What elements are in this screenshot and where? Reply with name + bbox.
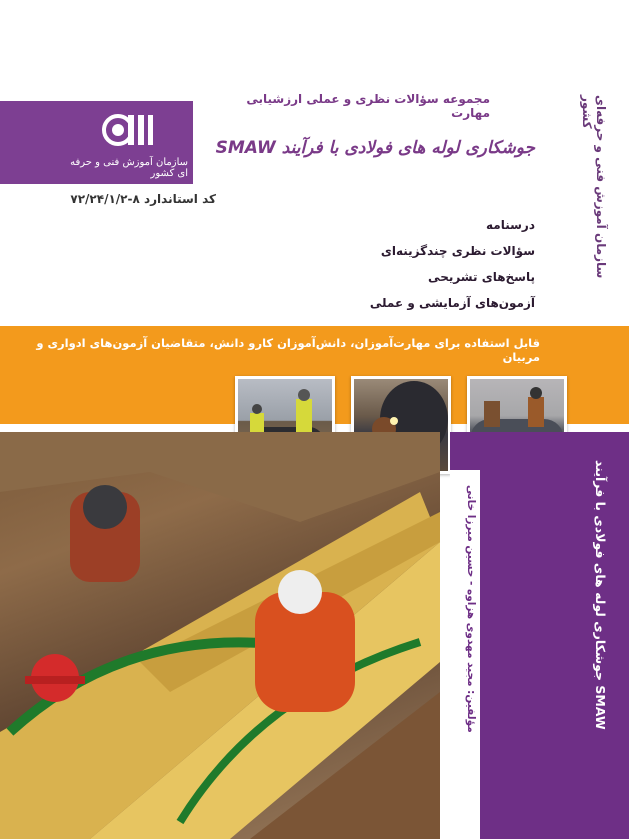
organization-logo-icon <box>98 109 154 151</box>
contents-heading: درسنامه <box>486 218 535 232</box>
side-organization: سازمان آموزش فنی و حرفه‌ای کشور <box>580 95 608 279</box>
spine-title: جوشکاری لوله های فولادی با فرآیند SMAW <box>593 460 608 730</box>
logo-org-text: سازمان آموزش فنی و حرفه ای کشور <box>70 157 188 179</box>
contents-item: سؤالات نظری چندگزینه‌ای <box>380 244 535 258</box>
book-title: جوشکاری لوله های فولادی با فرآیند SMAW <box>215 138 535 158</box>
audience-text: قابل استفاده برای مهارت‌آموزان، دانش‌آموزان کارو دانش، متقاضیان آزمون‌های ادواری و مربیان <box>36 336 540 364</box>
standard-code: کد استاندارد ۸-۷۲/۲۴/۱/۲ <box>70 192 216 206</box>
authors-text: مؤلفین: مجید مهدوی هزاوه - حسین میرزا خانی <box>465 485 477 733</box>
contents-item: پاسخ‌های تشریحی <box>428 270 535 284</box>
contents-item: آزمون‌های آزمایشی و عملی <box>369 296 535 310</box>
series-title: مجموعه سؤالات نظری و عملی ارزشیابی مهارت <box>246 92 490 120</box>
logo-box <box>0 101 193 184</box>
contents-list <box>330 212 535 316</box>
main-welding-photo <box>0 432 440 839</box>
pipeline-welding-scene-icon <box>0 432 440 839</box>
